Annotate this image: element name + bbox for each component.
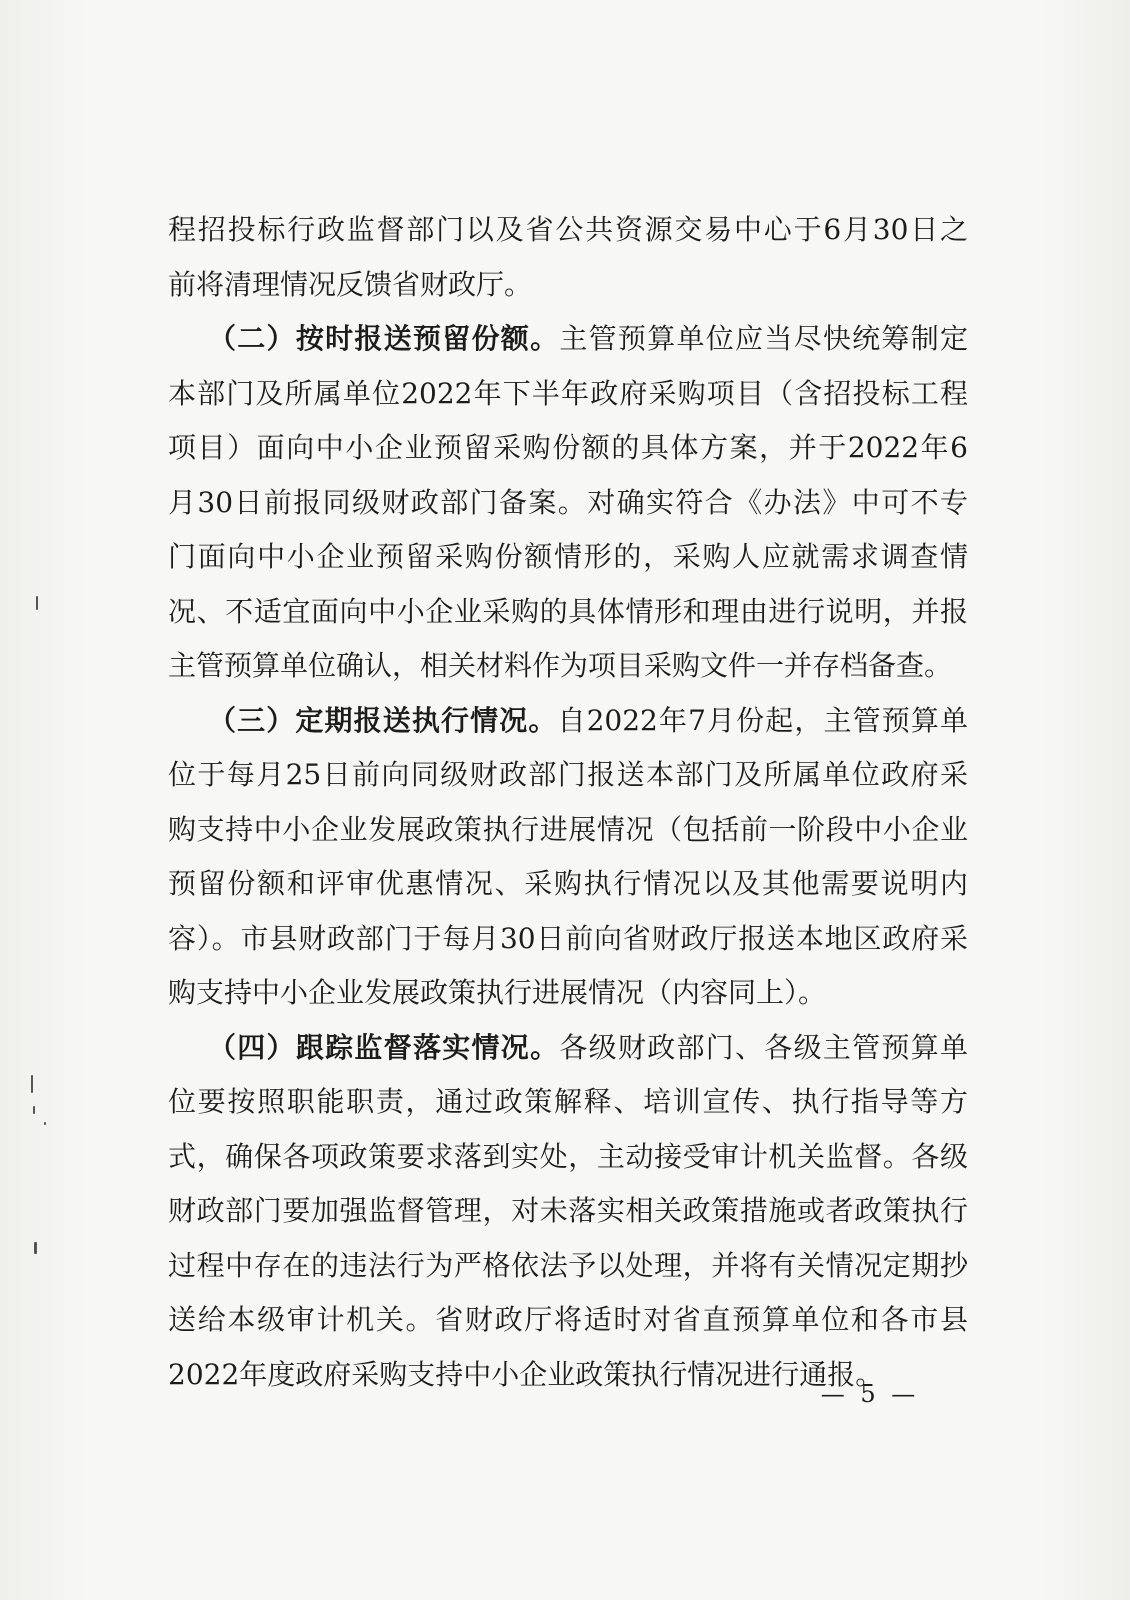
line-text: 程招投标行政监督部门以及省公共资源交易中心于6月30日之 — [168, 213, 968, 246]
section-heading: （三）定期报送执行情况。 — [208, 703, 558, 737]
scan-speck — [34, 1242, 37, 1254]
line-text: 本部门及所属单位2022年下半年政府采购项目（含招投标工程 — [168, 376, 968, 410]
text-line — [168, 857, 968, 912]
line-text: 前将清理情况反馈省财政厅。 — [168, 267, 533, 301]
line-text: 式，确保各项政策要求落到实处，主动接受审计机关监督。各级 — [168, 1139, 968, 1173]
text-line — [168, 1021, 968, 1076]
line-text: 位于每月25日前向同级财政部门报送本部门及所属单位政府采 — [168, 758, 968, 791]
scan-speck — [33, 1106, 35, 1114]
section-heading: （四）跟踪监督落实情况。 — [208, 1030, 560, 1064]
text-line — [168, 803, 968, 858]
text-line — [168, 203, 968, 258]
text-line — [168, 694, 968, 749]
line-text: 购支持中小企业发展政策执行进展情况（内容同上）。 — [168, 976, 827, 1009]
body-text — [168, 203, 968, 1402]
line-text: 位要按照职能职责，通过政策解释、培训宣传、执行指导等方 — [168, 1085, 968, 1118]
text-line — [168, 530, 968, 585]
text-line — [168, 748, 968, 803]
text-line — [168, 421, 968, 476]
line-text: 主管预算单位应当尽快统筹制定 — [559, 322, 968, 355]
line-text: 项目）面向中小企业预留采购份额的具体方案，并于2022年6 — [168, 431, 968, 464]
section-heading: （二）按时报送预留份额。 — [208, 322, 560, 355]
text-line — [168, 367, 968, 422]
line-text: 容）。市县财政部门于每月30日前向省财政厅报送本地区政府采 — [168, 921, 968, 955]
text-line — [168, 1130, 968, 1185]
line-text: 2022年度政府采购支持中小企业政策执行情况进行通报。 — [168, 1357, 884, 1391]
text-line — [168, 1075, 968, 1130]
text-line — [168, 1184, 968, 1239]
text-line — [168, 639, 968, 694]
text-line — [168, 258, 968, 313]
line-text: 门面向中小企业预留采购份额情形的，采购人应就需求调查情 — [168, 540, 968, 573]
line-text: 购支持中小企业发展政策执行进展情况（包括前一阶段中小企业 — [168, 812, 968, 846]
line-text: 各级财政部门、各级主管预算单 — [559, 1030, 968, 1064]
line-text: 财政部门要加强监督管理，对未落实相关政策措施或者政策执行 — [168, 1194, 968, 1227]
text-line — [168, 966, 968, 1021]
scan-speck — [31, 1075, 33, 1093]
line-text: 预留份额和评审优惠情况、采购执行情况以及其他需要说明内 — [168, 867, 968, 900]
line-text: 过程中存在的违法行为严格依法予以处理，并将有关情况定期抄 — [168, 1248, 968, 1282]
line-text: 送给本级审计机关。省财政厅将适时对省直预算单位和各市县 — [168, 1303, 968, 1336]
text-line — [168, 1239, 968, 1294]
line-text: 月30日前报同级财政部门备案。对确实符合《办法》中可不专 — [168, 485, 968, 519]
line-text: 自2022年7月份起，主管预算单 — [557, 703, 968, 737]
text-line — [168, 585, 968, 640]
line-text: 况、不适宜面向中小企业采购的具体情形和理由进行说明，并报 — [168, 594, 968, 628]
scan-speck — [36, 596, 38, 610]
scan-speck — [44, 1122, 46, 1125]
text-line — [168, 476, 968, 531]
text-line — [168, 1293, 968, 1348]
line-text: 主管预算单位确认，相关材料作为项目采购文件一并存档备查。 — [168, 649, 953, 682]
text-line — [168, 912, 968, 967]
page-number: — 5 — — [820, 1380, 920, 1408]
text-line — [168, 312, 968, 367]
